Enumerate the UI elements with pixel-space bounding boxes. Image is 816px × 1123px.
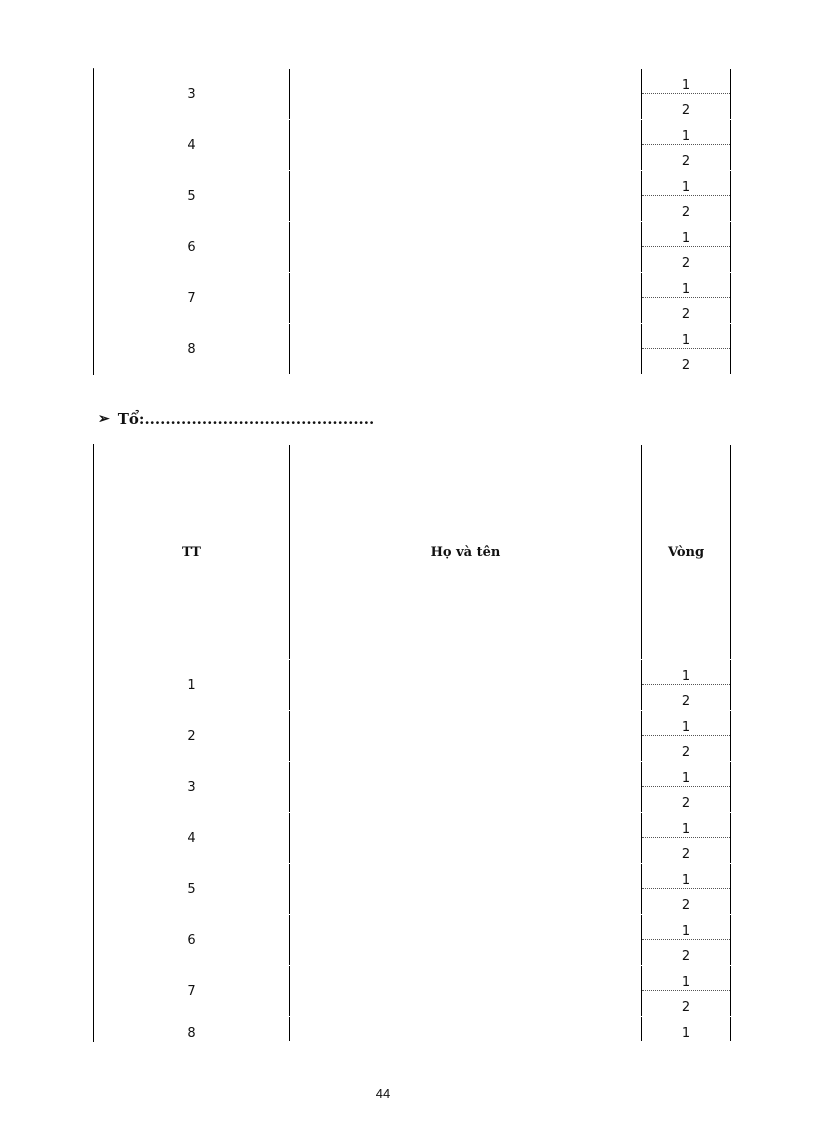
row-tt: 8 (94, 1017, 290, 1041)
row-round (642, 120, 731, 170)
row-name[interactable] (290, 915, 642, 965)
round-value: 1 (642, 711, 730, 736)
round-value: 1 (642, 762, 730, 787)
row-round (642, 813, 731, 863)
row-name[interactable] (290, 273, 642, 323)
row-name[interactable] (290, 966, 642, 1016)
row-name[interactable] (290, 69, 642, 119)
row-tt: 7 (94, 273, 290, 323)
round-value: 1 (642, 660, 730, 685)
row-name[interactable] (290, 660, 642, 710)
row-tt: 4 (94, 813, 290, 863)
page-number: 44 (375, 1086, 391, 1101)
round-value: 2 (681, 847, 691, 862)
round-value: 2 (681, 694, 691, 709)
round-value: 2 (681, 796, 691, 811)
header-tt: TT (94, 445, 290, 659)
row-round (642, 966, 731, 1016)
row-round (642, 762, 731, 812)
top-table (93, 68, 691, 375)
round-value: 1 (642, 69, 730, 94)
row-round (642, 69, 731, 119)
row-tt: 6 (94, 222, 290, 272)
header-name: Họ và tên (290, 445, 642, 659)
row-tt: 1 (94, 660, 290, 710)
round-value: 1 (642, 120, 730, 145)
row-round (642, 222, 731, 272)
row-round (642, 915, 731, 965)
row-tt: 6 (94, 915, 290, 965)
round-value: 1 (642, 324, 730, 349)
row-round (642, 711, 731, 761)
row-name[interactable] (290, 813, 642, 863)
row-tt: 3 (94, 69, 290, 119)
row-tt: 8 (94, 324, 290, 374)
row-tt: 5 (94, 171, 290, 221)
section-heading (98, 410, 374, 428)
header-round: Vòng (642, 445, 731, 659)
row-name[interactable] (290, 324, 642, 374)
round-value: 2 (681, 745, 691, 760)
row-tt: 7 (94, 966, 290, 1016)
round-value: 1 (642, 813, 730, 838)
round-value: 1 (642, 915, 730, 940)
row-name[interactable] (290, 171, 642, 221)
round-value: 1 (642, 864, 730, 889)
row-tt: 4 (94, 120, 290, 170)
round-value: 2 (681, 154, 691, 169)
row-name[interactable] (290, 222, 642, 272)
arrow-bullet-icon: ➢ (98, 411, 110, 427)
round-value: 2 (681, 307, 691, 322)
row-tt: 3 (94, 762, 290, 812)
section-label: Tổ:............................................ (117, 410, 375, 428)
round-value: 2 (681, 898, 691, 913)
round-value: 2 (681, 205, 691, 220)
round-value: 2 (681, 103, 691, 118)
row-round (642, 1017, 731, 1041)
row-round (642, 324, 731, 374)
row-name[interactable] (290, 864, 642, 914)
row-name[interactable] (290, 1017, 642, 1041)
row-tt: 2 (94, 711, 290, 761)
row-round (642, 660, 731, 710)
row-round (642, 273, 731, 323)
round-value: 1 (681, 1026, 691, 1041)
round-value: 1 (642, 222, 730, 247)
row-tt: 5 (94, 864, 290, 914)
row-name[interactable] (290, 711, 642, 761)
round-value: 1 (642, 273, 730, 298)
round-value: 2 (681, 256, 691, 271)
row-round (642, 864, 731, 914)
row-round (642, 171, 731, 221)
bottom-table (93, 444, 705, 1042)
row-name[interactable] (290, 762, 642, 812)
round-value: 2 (681, 358, 691, 373)
round-value: 1 (642, 171, 730, 196)
round-value: 2 (681, 1000, 691, 1015)
round-value: 1 (642, 966, 730, 991)
row-name[interactable] (290, 120, 642, 170)
round-value: 2 (681, 949, 691, 964)
